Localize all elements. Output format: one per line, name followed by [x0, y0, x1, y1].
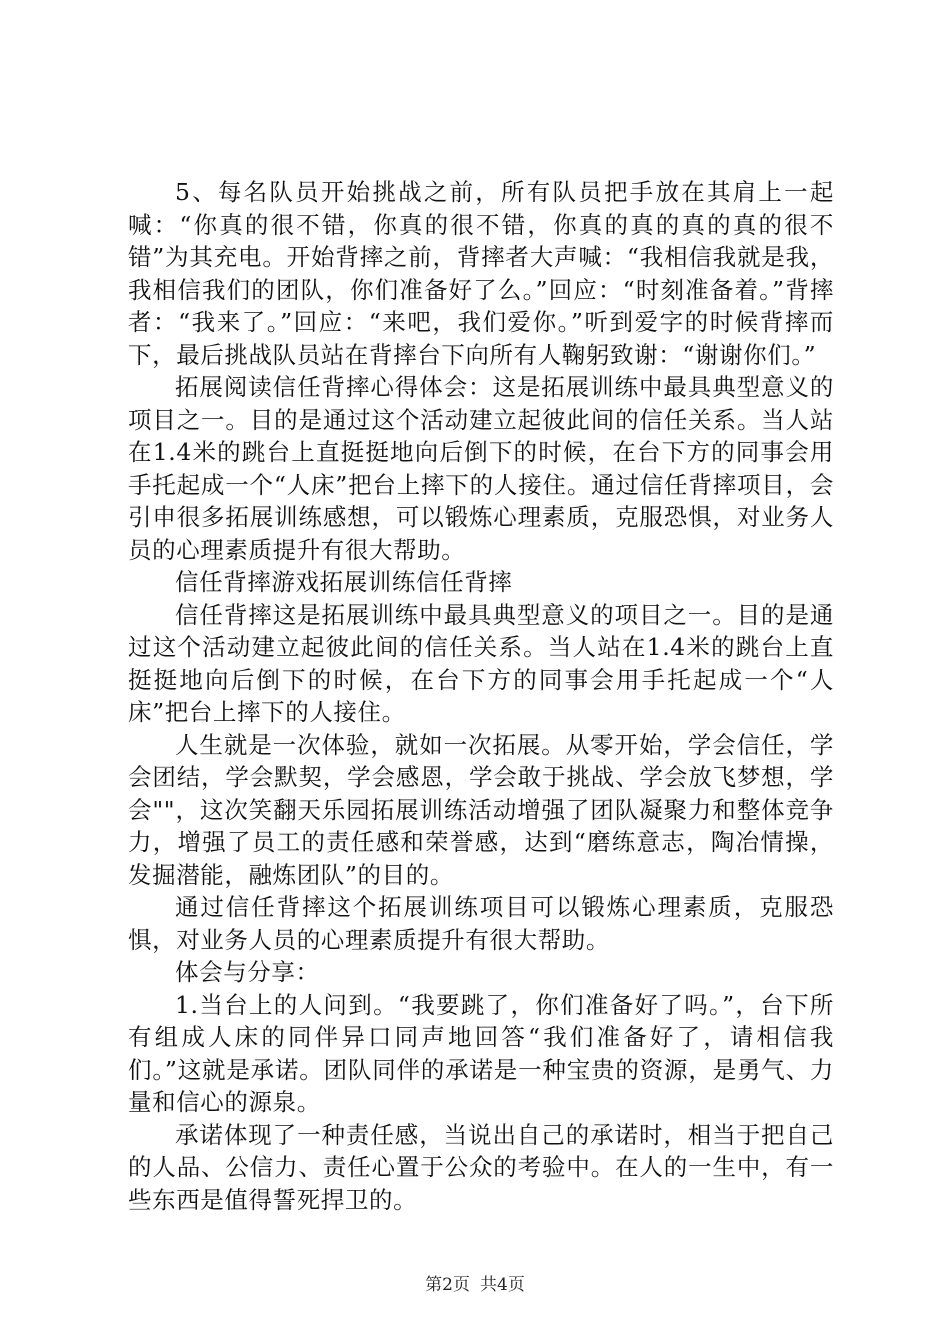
paragraph-section-heading: 信任背摔游戏拓展训练信任背摔 [175, 568, 513, 596]
page-footer [0, 1274, 950, 1296]
paragraph-promise-point: 1.当台上的人问到。“我要跳了，你们准备好了吗。”，台下所有组成人床的同伴异口同声地回答“我们准备好了，请相信我们。”这就是承诺。团队同伴的承诺是一种宝贵的资源，是勇气、力量和信心的源泉。 [128, 990, 834, 1116]
page-number: 第2页 [425, 1275, 470, 1295]
paragraph-responsibility: 承诺体现了一种责任感，当说出自己的承诺时，相当于把自己的人品、公信力、责任心置于公众的考验中。在人的一生中，有一些东西是值得誓死捍卫的。 [128, 1120, 834, 1214]
paragraph-reading-reflection: 拓展阅读信任背摔心得体会：这是拓展训练中最具典型意义的项目之一。目的是通过这个活动建立起彼此间的信任关系。当人站在1.4米的跳台上直挺挺地向后倒下的时候，在台下方的同事会用手托起成一个“人床”把台上摔下的人接住。通过信任背摔项目，会引申很多拓展训练感想，可以锻炼心理素质，克服恐惧，对业务人员的心理素质提升有很大帮助。 [128, 373, 834, 564]
paragraph-life-experience: 人生就是一次体验，就如一次拓展。从零开始，学会信任，学会团结，学会默契，学会感恩，学会敢于挑战、学会放飞梦想，学会""，这次笑翻天乐园拓展训练活动增强了团队凝聚力和整体竞争力，增强了员工的责任感和荣誉感，达到“磨练意志，陶冶情操，发掘潜能，融炼团队”的目的。 [128, 730, 834, 889]
paragraph-challenge-cheer: 5、每名队员开始挑战之前，所有队员把手放在其肩上一起喊：“你真的很不错，你真的很不错，你真的真的真的真的很不错”为其充电。开始背摔之前，背摔者大声喊：“我相信我就是我，我相信我们的团队，你们准备好了么。”回应：“时刻准备着。”背摔者：“我来了。”回应：“来吧，我们爱你。”听到爱字的时候背摔而下，最后挑战队员站在背摔台下向所有人鞠躬致谢：“谢谢你们。” [128, 178, 834, 369]
paragraph-training-benefit: 通过信任背摔这个拓展训练项目可以锻炼心理素质，克服恐惧，对业务人员的心理素质提升有很大帮助。 [128, 893, 834, 954]
page-total: 共4页 [480, 1275, 525, 1295]
paragraph-sharing-heading: 体会与分享： [175, 958, 320, 986]
document-body [128, 176, 834, 1216]
paragraph-trust-fall-intro: 信任背摔这是拓展训练中最具典型意义的项目之一。目的是通过这个活动建立起彼此间的信任关系。当人站在1.4米的跳台上直挺挺地向后倒下的时候，在台下方的同事会用手托起成一个“人床”把台上摔下的人接住。 [128, 600, 834, 726]
